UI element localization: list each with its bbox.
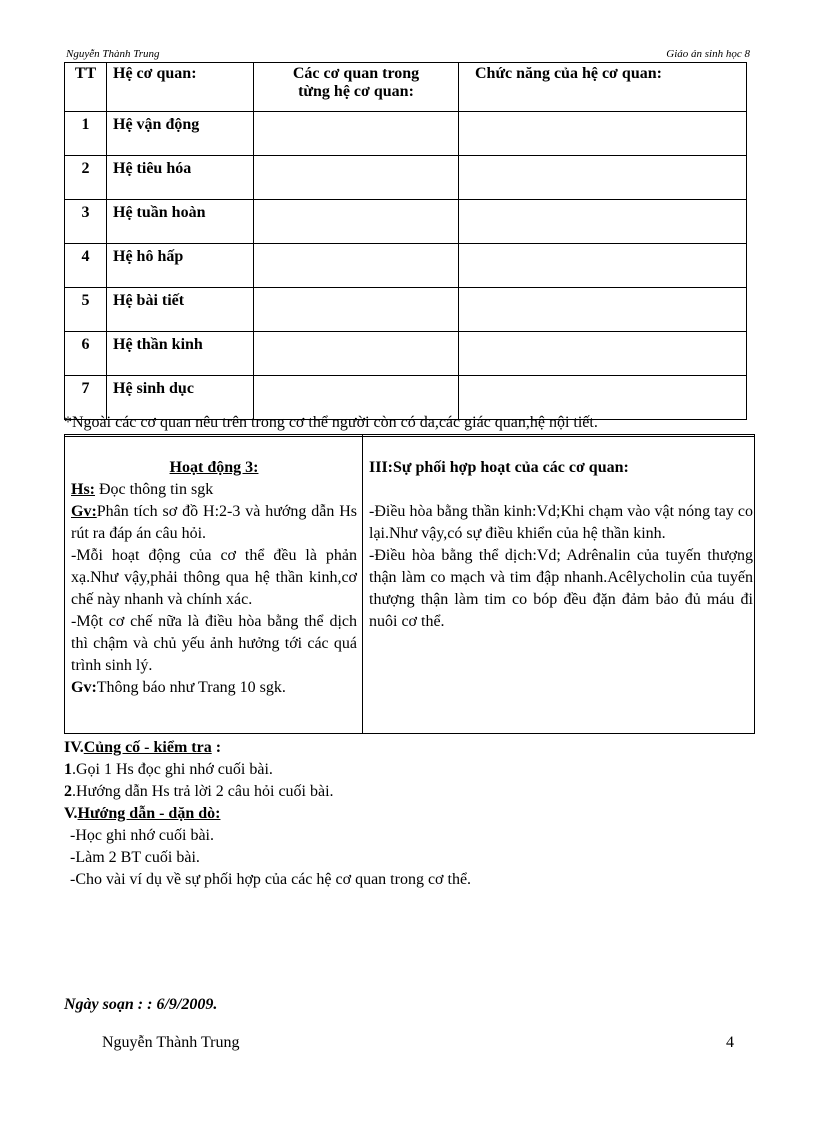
row-number: 3 (65, 200, 107, 244)
row-organs-cell (254, 156, 459, 200)
review-colon: : (211, 739, 222, 756)
table-row (65, 244, 747, 288)
hs-label: Hs: (71, 481, 95, 498)
bottom-section (64, 737, 754, 891)
gv-label: Gv: (71, 503, 97, 520)
list-item: -Cho vài ví dụ về sự phối hợp của các hệ cơ quan trong cơ thể. (70, 871, 472, 888)
item-num: 2 (64, 783, 72, 800)
gv2-text: Thông báo như Trang 10 sgk. (96, 679, 286, 696)
row-function-cell (459, 200, 747, 244)
activity-box (64, 434, 755, 734)
row-organs-cell (254, 244, 459, 288)
table-row (65, 200, 747, 244)
table-row (65, 332, 747, 376)
homework-heading (64, 803, 754, 825)
activity-right-column (369, 457, 753, 633)
table-header-row (65, 63, 747, 112)
left-paragraph-1: -Mỗi hoạt động của cơ thể đều là phản xạ.Như vậy,phải thông qua hệ thần kinh,cơ chế này nhanh và chính xác. (71, 547, 357, 608)
col-header-organs (254, 63, 459, 112)
row-number: 1 (65, 112, 107, 156)
box-inner-border (65, 436, 754, 437)
row-function-cell (459, 376, 747, 420)
page-number: 4 (726, 1034, 734, 1051)
note-text: *Ngoài các cơ quan nêu trên trong cơ thể người còn có da,các giác quan,hệ nội tiết. (64, 414, 598, 431)
row-system-name: Hệ bài tiết (107, 288, 254, 332)
row-function-cell (459, 244, 747, 288)
col-header-function: Chức năng của hệ cơ quan: (459, 63, 747, 112)
item-text: .Hướng dẫn Hs trả lời 2 câu hỏi cuối bài. (72, 783, 334, 800)
col-header-system: Hệ cơ quan: (107, 63, 254, 112)
row-system-name: Hệ hô hấp (107, 244, 254, 288)
row-number: 6 (65, 332, 107, 376)
row-organs-cell (254, 200, 459, 244)
hs-text: Đọc thông tin sgk (95, 481, 214, 498)
gv2-label: Gv: (71, 679, 97, 696)
left-paragraph-2: -Một cơ chế nữa là điều hòa bằng thể dịch thì chậm và chủ yếu ảnh hưởng tới các quá trình sinh lý. (71, 613, 357, 674)
list-item (64, 781, 754, 803)
activity-left-column (71, 457, 357, 699)
col-header-organs-line2: từng hệ cơ quan: (298, 83, 414, 100)
row-organs-cell (254, 376, 459, 420)
col-header-tt: TT (65, 63, 107, 112)
item-num: 1 (64, 761, 72, 778)
row-number: 7 (65, 376, 107, 420)
organ-systems-table (64, 62, 747, 420)
row-system-name: Hệ sinh dục (107, 376, 254, 420)
row-function-cell (459, 156, 747, 200)
row-system-name: Hệ thần kinh (107, 332, 254, 376)
row-number: 4 (65, 244, 107, 288)
row-function-cell (459, 288, 747, 332)
table-row (65, 156, 747, 200)
row-organs-cell (254, 288, 459, 332)
activity-title: Hoạt động 3: (169, 459, 259, 476)
gv-text: Phân tích sơ đồ H:2-3 và hướng dẫn Hs rút ra đáp án câu hỏi. (71, 503, 357, 542)
spacer (369, 479, 753, 501)
list-item: -Học ghi nhớ cuối bài. (70, 827, 214, 844)
row-number: 5 (65, 288, 107, 332)
section-title: III:Sự phối hợp hoạt của các cơ quan: (369, 459, 629, 476)
column-divider (362, 435, 363, 733)
review-title: Củng cố - kiểm tra (83, 739, 212, 756)
date-line: Ngày soạn : : 6/9/2009. (64, 996, 218, 1013)
homework-num: V. (64, 805, 78, 822)
row-system-name: Hệ tiêu hóa (107, 156, 254, 200)
header-author: Nguyễn Thành Trung (66, 48, 160, 60)
review-heading (64, 737, 754, 759)
hs-line (71, 479, 357, 501)
gv2-line (71, 677, 357, 699)
row-function-cell (459, 112, 747, 156)
table-row (65, 376, 747, 420)
table-row (65, 112, 747, 156)
homework-title: Hướng dẫn - dặn dò: (77, 805, 221, 822)
row-function-cell (459, 332, 747, 376)
row-number: 2 (65, 156, 107, 200)
right-paragraph-1: -Điều hòa bằng thần kinh:Vd;Khi chạm vào vật nóng tay co lại.Như vậy,có sự điều khiển của hệ thần kinh. (369, 503, 753, 542)
header-subject: Giáo án sinh học 8 (666, 48, 750, 60)
col-header-organs-line1: Các cơ quan trong (292, 65, 420, 82)
review-num: IV. (64, 739, 84, 756)
row-organs-cell (254, 112, 459, 156)
right-paragraph-2: -Điều hòa bằng thể dịch:Vd; Adrênalin của tuyến thượng thận làm co mạch và tim đập nhanh.Acêlycholin của tuyến thượng thận làm tim co bóp đều đặn đảm bảo đủ máu đi nuôi cơ thể. (369, 547, 753, 630)
item-text: .Gọi 1 Hs đọc ghi nhớ cuối bài. (72, 761, 273, 778)
footer-name: Nguyễn Thành Trung (102, 1034, 240, 1051)
row-system-name: Hệ vận động (107, 112, 254, 156)
list-item (64, 759, 754, 781)
row-organs-cell (254, 332, 459, 376)
list-item: -Làm 2 BT cuối bài. (70, 849, 200, 866)
gv-line (71, 501, 357, 545)
row-system-name: Hệ tuần hoàn (107, 200, 254, 244)
table-row (65, 288, 747, 332)
